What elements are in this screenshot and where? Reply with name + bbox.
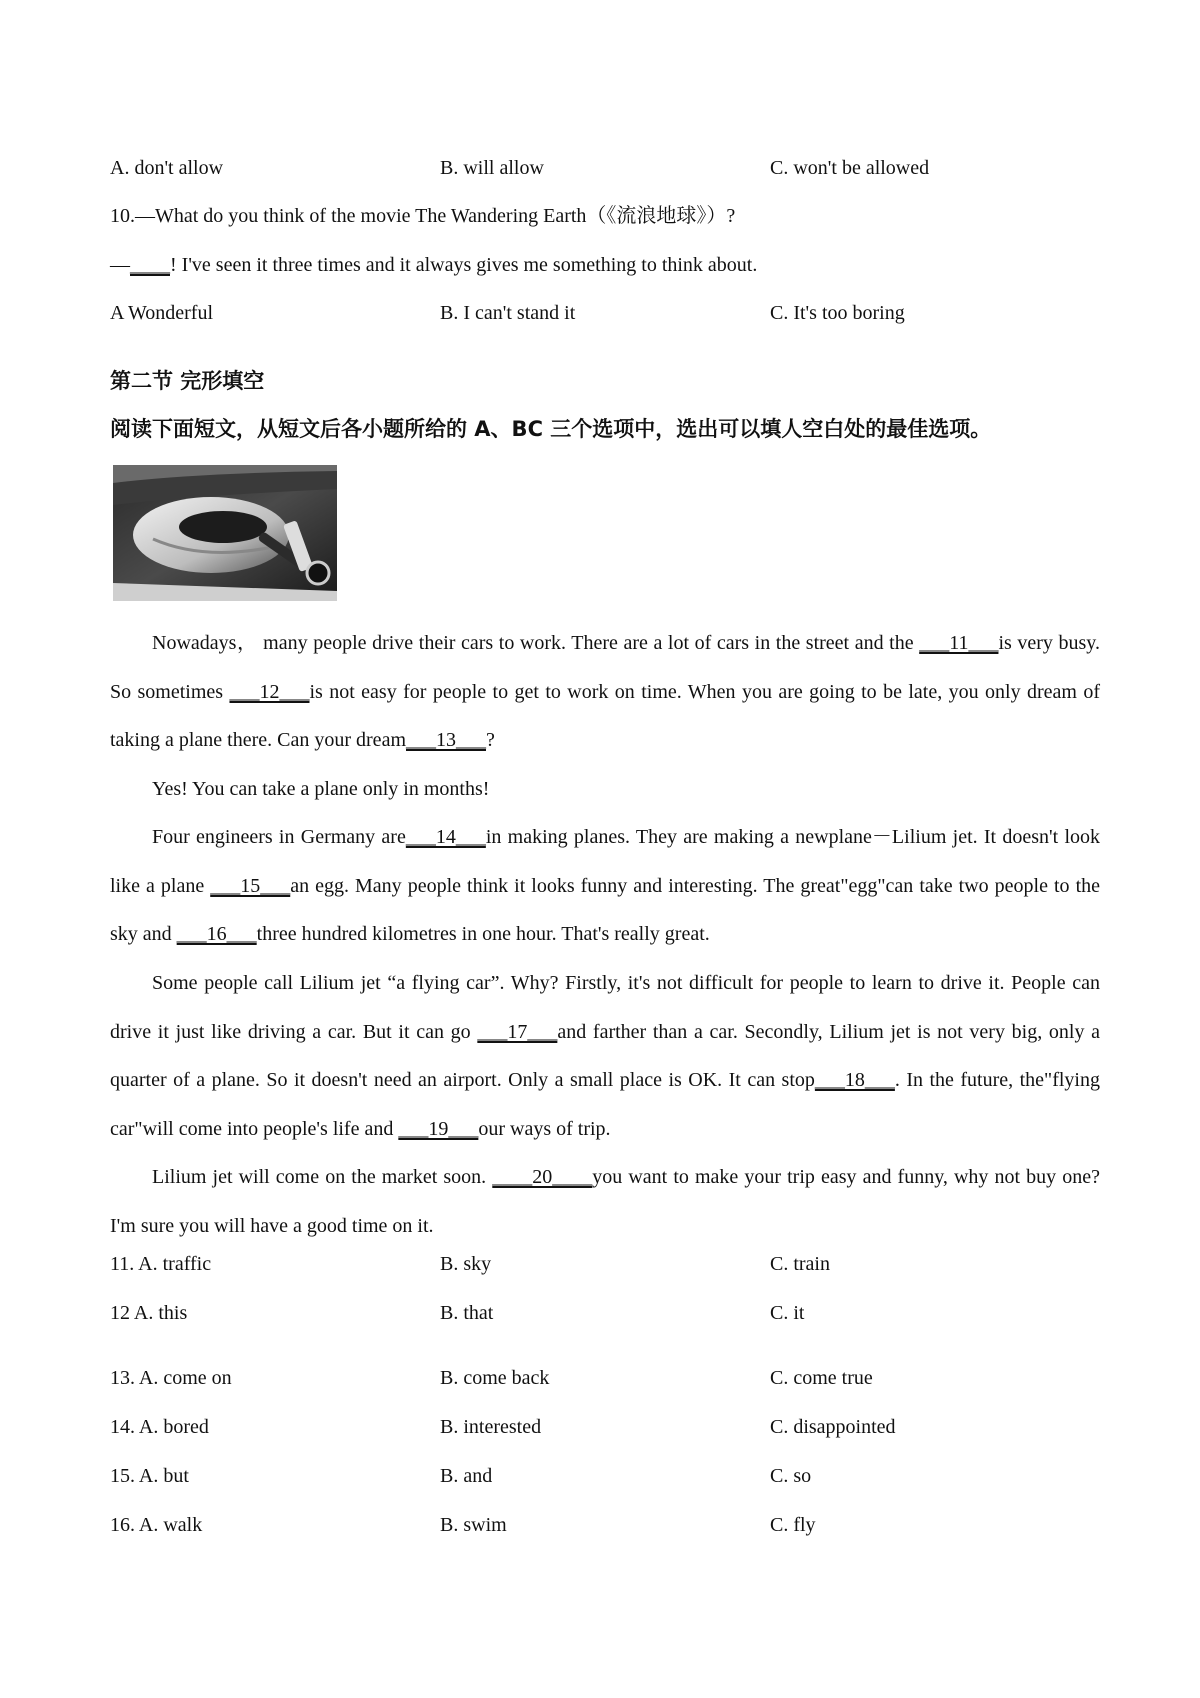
lilium-jet-photo <box>113 465 337 601</box>
blank-12: ___12___ <box>229 680 310 703</box>
blank-11: ___11___ <box>919 632 999 654</box>
blank-13: ___13___ <box>406 729 486 752</box>
passage-text: an egg. Many people think it looks funny and interesting. The great"egg"can take two people to the sky and <box>110 874 1100 946</box>
q10-stem: 10.—What do you think of the movie The Wandering Earth（《流浪地球》）? <box>110 205 736 227</box>
option-a: 16. A. walk <box>110 1514 203 1536</box>
question-row-12 <box>110 1302 1110 1328</box>
q9-option-a: A. don't allow <box>110 157 224 179</box>
passage-text: and farther than a car. Secondly, Lilium jet is not very big, only a quarter of a plane. So it doesn't need an airport. Only a small place is OK. It can stop <box>110 1020 1101 1092</box>
passage-text: . In the future, the"flying car"will come into people's life and <box>110 1069 1100 1140</box>
q10-option-c: C. It's too boring <box>770 302 905 324</box>
option-b: B. come back <box>440 1367 550 1389</box>
blank-18: ___18___ <box>814 1069 895 1092</box>
question-row-13 <box>110 1367 1110 1393</box>
passage-paragraph-1 <box>110 619 1100 765</box>
passage-paragraph-4 <box>110 959 1100 1153</box>
option-a: 11. A. traffic <box>110 1253 212 1275</box>
q9-option-c: C. won't be allowed <box>770 157 930 179</box>
option-a: 13. A. come on <box>110 1367 232 1389</box>
section-title: 第二节 完形填空 <box>110 369 265 393</box>
question-row-11 <box>110 1253 1110 1279</box>
passage-text: is not easy for people to get to work on time. When you are going to be late, you only dream of taking a plane there. Can your dream <box>110 680 1101 752</box>
question-row-14 <box>110 1416 1110 1442</box>
blank-16: ___16___ <box>176 923 257 946</box>
passage-text: our ways of trip. <box>478 1117 611 1140</box>
blank-19: ___19___ <box>398 1117 479 1140</box>
q10-option-a: A Wonderful <box>110 302 214 324</box>
passage-text: ? <box>486 729 495 752</box>
option-c: C. it <box>770 1302 805 1324</box>
passage-paragraph-3 <box>110 813 1100 959</box>
q10-reply <box>110 253 757 277</box>
q9-options <box>110 157 1110 183</box>
option-a: 14. A. bored <box>110 1416 209 1438</box>
option-b: B. that <box>440 1302 494 1324</box>
passage-text: Yes! You can take a plane only in months! <box>152 778 490 800</box>
option-c: C. fly <box>770 1514 816 1536</box>
q10-option-b: B. I can't stand it <box>440 302 576 324</box>
q10-reply-text: ! I've seen it three times and it always gives me something to think about. <box>170 254 758 276</box>
passage-text: Lilium jet will come on the market soon. <box>152 1166 493 1188</box>
passage-paragraph-2 <box>110 765 1100 814</box>
passage-text: is very busy. So sometimes <box>110 632 1100 703</box>
option-c: C. disappointed <box>770 1416 896 1438</box>
option-b: B. sky <box>440 1253 492 1275</box>
option-b: B. and <box>440 1465 493 1487</box>
q9-option-b: B. will allow <box>440 157 544 179</box>
passage-text: Nowadays， many people drive their cars to work. There are a lot of cars in the street and the <box>152 632 920 654</box>
option-b: B. interested <box>440 1416 542 1438</box>
q10-options <box>110 302 1110 328</box>
blank-15: ___15___ <box>210 874 291 897</box>
passage-text: Four engineers in Germany are <box>152 826 406 848</box>
option-a: 12 A. this <box>110 1302 188 1324</box>
question-row-16 <box>110 1514 1110 1540</box>
q10-reply-dash: — <box>110 254 130 276</box>
option-b: B. swim <box>440 1514 507 1536</box>
passage-paragraph-5 <box>110 1153 1100 1250</box>
question-row-15 <box>110 1465 1110 1491</box>
option-c: C. train <box>770 1253 830 1275</box>
blank-20: ____20____ <box>492 1166 593 1188</box>
passage-text: in making planes. They are making a newplane－Lilium jet. It doesn't look like a plane <box>110 826 1100 897</box>
passage-text: three hundred kilometres in one hour. That's really great. <box>256 923 710 946</box>
option-a: 15. A. but <box>110 1465 189 1487</box>
passage-text: Some people call Lilium jet “a flying car”. Why? Firstly, it's not difficult for people to learn to drive it. People can drive it just like driving a car. But it can go <box>110 972 1100 1043</box>
blank-14: ___14___ <box>405 826 486 848</box>
passage-text: you want to make your trip easy and funny, why not buy one? I'm sure you will have a good time on it. <box>110 1166 1100 1237</box>
blank-17: ___17___ <box>477 1020 558 1043</box>
option-c: C. come true <box>770 1367 873 1389</box>
q10-blank: ____ <box>130 254 170 276</box>
section-instruction: 阅读下面短文，从短文后各小题所给的 A、BC 三个选项中，选出可以填人空白处的最佳选项。 <box>110 417 992 441</box>
option-c: C. so <box>770 1465 812 1487</box>
